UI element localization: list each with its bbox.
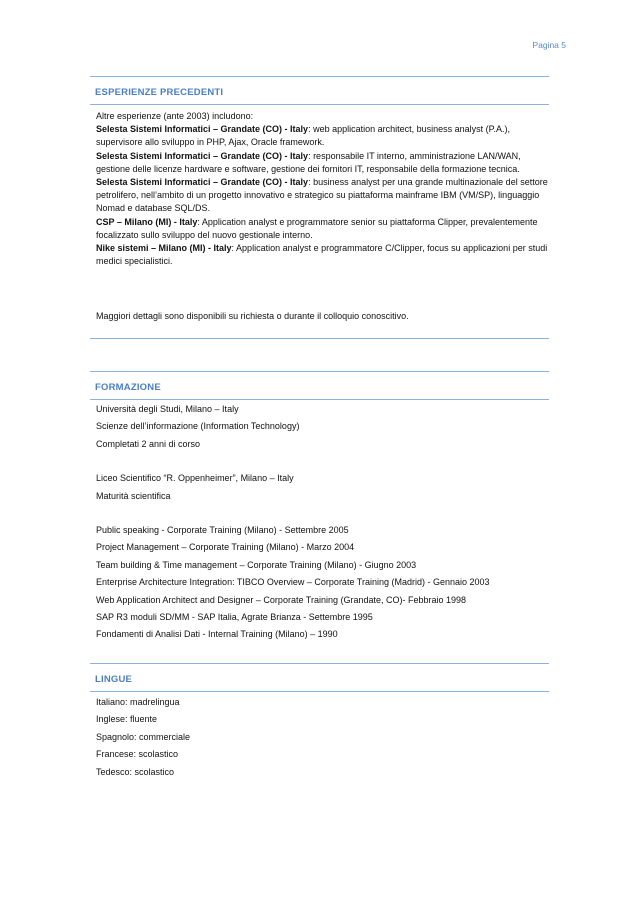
language-item: Tedesco: scolastico	[96, 766, 175, 777]
course-item: SAP R3 moduli SD/MM - SAP Italia, Agrate Brianza - Settembre 1995	[96, 611, 373, 622]
experience-org: Selesta Sistemi Informatici – Grandate (CO) - Italy	[96, 150, 309, 161]
experience-desc: : business analyst per una grande multinazionale del settore petrolifero, nell’ambito di un progetto innovativo e strategico su piattaforma mainframe IBM (VM/SP), linguaggio Nomad e database SQL/DS.	[96, 177, 548, 214]
education-line: Maturità scientifica	[96, 490, 171, 501]
section-heading: LINGUE	[95, 674, 133, 685]
section-heading: FORMAZIONE	[95, 382, 161, 393]
section-lingue	[90, 663, 549, 781]
section-rule-end	[90, 338, 549, 339]
experience-desc: : responsabile IT interno, amministrazione LAN/WAN, gestione delle licenze hardware e software, gestione dei fornitori IT, responsabile della formazione tecnica.	[96, 150, 521, 174]
experience-note: Maggiori dettagli sono disponibili su richiesta o durante il colloquio conoscitivo.	[96, 311, 409, 322]
section-esperienze	[90, 76, 549, 339]
experience-org: Selesta Sistemi Informatici – Grandate (CO) - Italy	[96, 177, 309, 188]
experience-org: Selesta Sistemi Informatici – Grandate (CO) - Italy	[96, 124, 309, 135]
language-item: Spagnolo: commerciale	[96, 731, 191, 742]
section-formazione	[90, 371, 549, 644]
course-item: Web Application Architect and Designer – Corporate Training (Grandate, CO)- Febbraio 1998	[96, 594, 467, 605]
experience-entry	[96, 123, 549, 149]
experience-desc: : web application architect, business analyst (P.A.), supervisore allo sviluppo in PHP, Ajax, Oracle framework.	[96, 124, 510, 148]
course-item: Team building & Time management – Corporate Training (Milano) - Giugno 2003	[96, 559, 417, 570]
page-number: Pagina 5	[532, 40, 566, 50]
experience-intro: Altre esperienze (ante 2003) includono:	[96, 111, 254, 121]
education-line: Scienze dell’informazione (Information Technology)	[96, 421, 300, 432]
education-line: Università degli Studi, Milano – Italy	[96, 404, 239, 414]
education-list	[90, 400, 549, 644]
experience-desc: : Application analyst e programmatore C/Clipper, focus su applicazioni per studi medici specialistici.	[96, 243, 548, 267]
course-item: Fondamenti di Analisi Dati - Internal Training (Milano) – 1990	[96, 629, 338, 640]
education-line: Liceo Scientifico “R. Oppenheimer”, Milano – Italy	[96, 473, 294, 484]
experience-entry	[96, 216, 549, 242]
experience-org: CSP – Milano (MI) - Italy	[96, 216, 198, 227]
experience-entry	[96, 242, 549, 268]
language-item: Francese: scolastico	[96, 749, 179, 760]
course-item: Enterprise Architecture Integration: TIBCO Overview – Corporate Training (Madrid) - Gennaio 2003	[96, 577, 490, 588]
experience-list	[90, 105, 549, 268]
course-item: Project Management – Corporate Training (Milano) - Marzo 2004	[96, 542, 355, 553]
language-item: Italiano: madrelingua	[96, 697, 180, 707]
section-heading: ESPERIENZE PRECEDENTI	[95, 87, 224, 98]
experience-entry	[96, 150, 549, 176]
course-item: Public speaking - Corporate Training (Milano) - Settembre 2005	[96, 524, 349, 535]
experience-org: Nike sistemi – Milano (MI) - Italy	[96, 243, 232, 254]
language-list	[90, 692, 549, 781]
experience-desc: : Application analyst e programmatore senior su piattaforma Clipper, prevalentemente focalizzato sullo sviluppo del nuovo gestionale interno.	[96, 216, 538, 240]
language-item: Inglese: fluente	[96, 714, 158, 725]
education-line: Completati 2 anni di corso	[96, 438, 201, 449]
experience-entry	[96, 176, 549, 216]
